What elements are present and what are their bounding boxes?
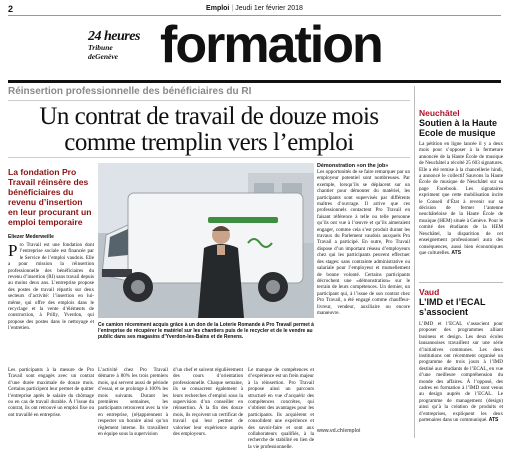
kicker-rule — [8, 100, 410, 101]
brief-1-kicker: Neuchâtel — [419, 108, 460, 118]
article-headline — [8, 104, 410, 156]
column-1-text: ro Travail est une fondation dont l’entreprise sociale est financée par le Service de l’emploi vaudois. Elle a pour mission la réinsertion professionnelle des bénéficiaires du revenu d’insertion (RI) sans travail depuis au moins deux ans. L’entreprise propose des postes de travail répartis sur deux secteurs d’activité: l’insertion en lui-même, qui offre des emplois dans le recyclage et la vente d’éléments de construction, à Prilly, Yverdon, qui propose des postes dans le nettoyage et l’entretien. — [8, 242, 94, 332]
photo-truck-and-man — [98, 163, 314, 318]
brief-1-signature: ATS — [451, 249, 462, 256]
newspaper-logo — [88, 29, 158, 65]
brief-2-body — [419, 321, 503, 424]
article-web-link[interactable]: www.vd.ch/emploi — [317, 428, 361, 434]
drop-cap: P — [8, 241, 18, 260]
brief-2-headline: L’IMD et l’ECAL s’associent — [419, 297, 486, 317]
running-section: Emploi — [206, 5, 230, 12]
photo-caption: Ce camion récemment acquis grâce à un don de la Loterie Romande à Pro Travail permet à l’entreprise de récupérer le matériel sur les chantiers puis de le recycler et de le vendre au public dans ses magasins d’Yverdon-les-Bains et de Renens. — [98, 322, 314, 341]
logo-main-text: 24 heures — [88, 29, 140, 44]
article-kicker: Réinsertion professionnelle des bénéficiaires du RI — [8, 86, 252, 97]
brief-2-text: L’IMD et l’ECAL s’associent pour proposer des programmes alliant business et design. Les deux écoles lausannoises travaillent sur une série d’initiatives communes. Les deux institutions ont récemment organisé un programme de trois jours à l’IMD destiné aux étudiants de l’ECAL, en vue d’une meilleure compréhension du monde des affaires. À l’opposé, des cadres en formation à l’IMD sont venus au design auprès de l’ECAL. Le programme de management (design) ainsi qu’à la création de produits et d’entreprises, expliquent les deux partenaires dans un communiqué. — [419, 321, 503, 424]
article-column-3: d’un chef et suivent régulièrement des cours d’orientation professionnelle. Chaque semaine, ils se consacrent également à leurs recherches d’emploi sous la supervision d’un conseiller en réinsertion. À la fin des douze mois, ils reçoivent un certificat de travail qui leur permet de valoriser leur expérience auprès des employeurs. — [173, 367, 243, 438]
masthead-rule — [8, 80, 501, 83]
article-photo — [98, 163, 314, 318]
article-column-1 — [8, 242, 94, 332]
article-column-1b: Les participants à la mesure de Pro Travail sont engagés avec un contrat d’une durée maximale de douze mois. Certains participent leur permet de quitter l’entreprise après le salaire du chômage ou en cas de travail durable. À l’issue du contrat, ils ont retrouvé un emploi fixe ou ont travaillé en entreprise. — [8, 367, 94, 418]
brief-1-text: La pétition en ligne lancée il y a deux mois pour s’opposer à la fermeture annoncée de la Haute École de musique de Neuchâtel a récolté 25 603 signatures. Elle a été remise à la chancellerie hindi, a annoncé le collectif Sauvons la Haute École de musique de Neuchâtel sur sa page Facebook. Les signataires expriment que cette mobilisation incite le Conseil d’État à revenir sur sa décision de fermer l’antenne neuchâteloise de la Haute École de musique (HEM) située à Genève. Pour le comité des étudiants de la HEM Neuchâtel, la disparition de cet enseignement professionnel aura des conséquences, aussi bien économiques que culturelles. — [419, 141, 503, 256]
article-author: Eliezer Mederweille — [8, 234, 54, 240]
running-title: Emploi | Jeudi 1er février 2018 — [206, 5, 303, 12]
logo-sub-text-1: Tribune — [88, 43, 113, 52]
article-column-4 — [317, 163, 410, 316]
column-4-subhead: Démonstration «on the job» — [317, 163, 389, 169]
page-number: 2 — [8, 4, 14, 14]
article-column-3b: Le manque de compétences et d’expérience est un frein majeur à la réinsertion. Pro Travail propose ainsi un parcours structuré en vue d’acquérir des compétences concrètes, qui s’obtient des avantages pour les participants. Ils acquièrent et consolident une expérience et des savoir-faire et sont aux collaborateurs qualifiés, à la recherche de stabilité en lien de la vie professionnelle. — [248, 367, 314, 450]
headline-line-1: Un contrat de travail de douze mois — [39, 103, 379, 130]
sidebar-separator — [419, 282, 503, 283]
sidebar-rule — [414, 86, 415, 438]
logo-sub-text-2: deGenève — [88, 52, 118, 61]
brief-2-kicker: Vaud — [419, 287, 440, 297]
brief-1-headline: Soutien à la Haute Ecole de musique — [419, 118, 498, 138]
brief-1-body — [419, 141, 503, 256]
headline-rule — [8, 157, 410, 158]
running-header — [8, 4, 501, 16]
issue-date: Jeudi 1er février 2018 — [235, 5, 303, 12]
section-title: formation — [160, 16, 382, 74]
article-lead: La fondation Pro Travail réinsère des bénéficiaires du revenu d’insertion en leur procurant un emploi temporaire — [8, 167, 92, 227]
column-4-text: Les opportunités de se faire remarquer par un employeur potentiel sont nombreuses. Par exemple, lorsqu’ils se déplacent sur un chantier pour démonter du matériel, les participants sont supervisés par différents maîtres d’ouvrage. Il arrive que ces professionnels contactent Pro Travail en faisant référence à telle ou telle personne qu’ils ont vue à l’œuvre et qu’ils aimeraient engager, comme cela s’est produit durant les travaux du Parlement vaudois auxquels Pro Travail a participé. En outre, Pro Travail dispose d’un important réseau d’employeurs chez qui les participants peuvent effectuer des stages: sans contrainte administrative ou salariale pour l’employeur et mutuellement de bonne volonté. Certains participants décrochent une «démonstration» sur le terrain de leurs compétences. Un dernier, un participant qui, à l’issue de son contrat chez Pro Travail, a été engagé comme chauffeur-livreur, vendeur, auxiliaire ou encore manœuvre. — [317, 169, 410, 316]
article-column-2: L’activité chez Pro Travail démarre à 80% les trois premiers mois, qui servent aussi de période d’essai, et se prolonge à 100% les mois suivants. Durant les premières semaines, les participants retrouvent avec la vie en entreprise, (ré)apprennent à respecter un horaire ainsi qu’un règlement interne. Ils travaillent en équipe sous la supervision — [98, 367, 168, 438]
brief-2-signature: ATS — [488, 417, 499, 424]
headline-line-2: comme tremplin vers l’emploi — [64, 129, 354, 156]
